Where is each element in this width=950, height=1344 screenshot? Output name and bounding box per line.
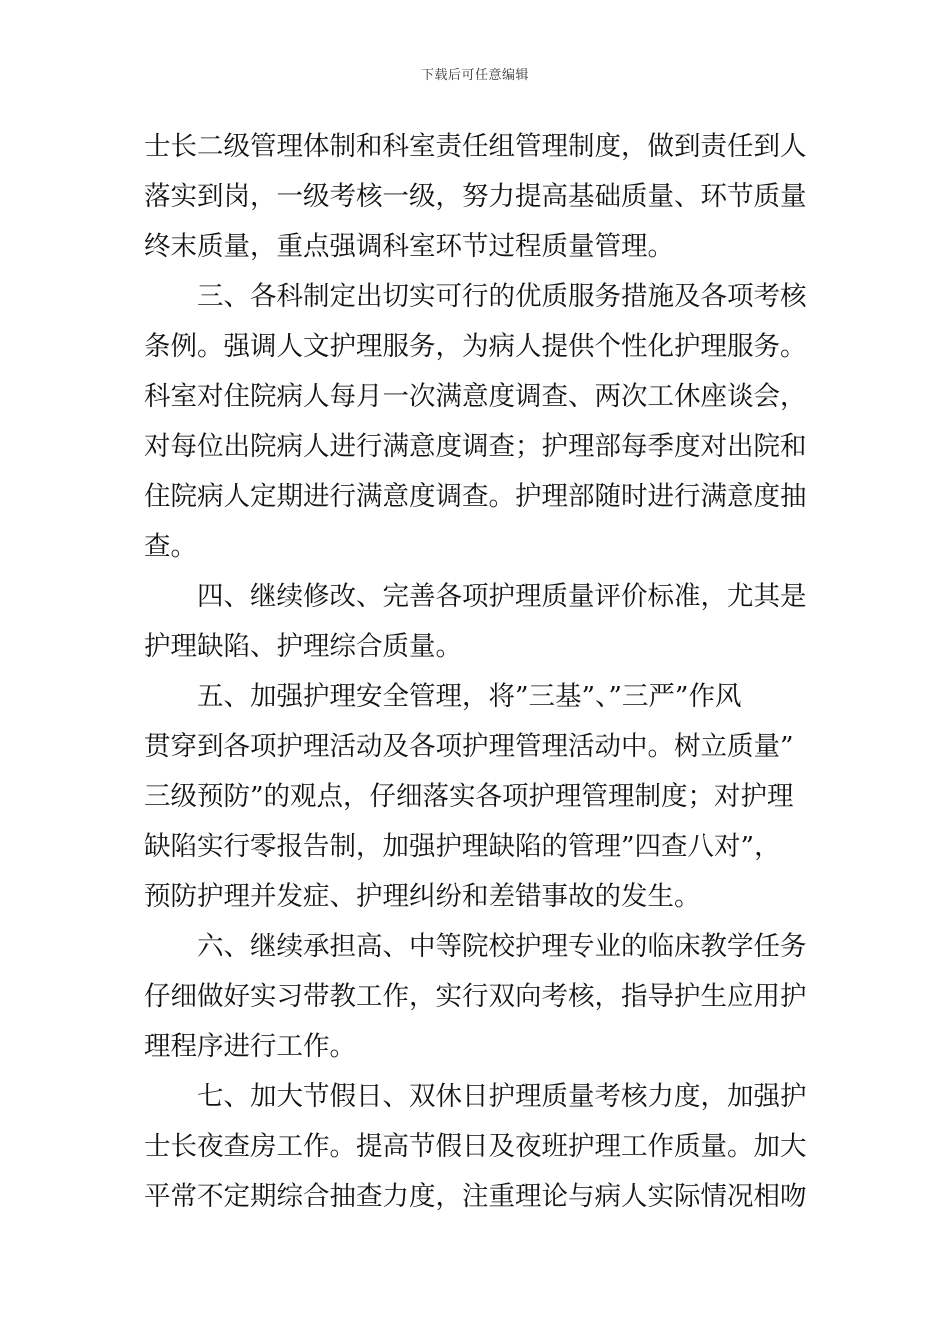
text-line: 预防护理并发症、护理纠纷和差错事故的发生。 — [144, 881, 701, 912]
text-line: 落实到岗，一级考核一级，努力提高基础质量、环节质量 — [144, 181, 807, 212]
text-line: 士长二级管理体制和科室责任组管理制度，做到责任到人 — [144, 131, 807, 162]
document-body — [144, 122, 808, 1222]
text-line: 科室对住院病人每月一次满意度调查、两次工休座谈会， — [144, 381, 807, 412]
text-line: 士长夜查房工作。提高节假日及夜班护理工作质量。加大 — [144, 1131, 807, 1162]
text-line: 住院病人定期进行满意度调查。护理部随时进行满意度抽 — [144, 481, 807, 512]
text-line: 六、继续承担高、中等院校护理专业的临床教学任务 — [197, 931, 807, 962]
text-line: 理程序进行工作。 — [144, 1031, 356, 1062]
page-header: 下载后可任意编辑 — [420, 68, 529, 83]
text-line: 缺陷实行零报告制，加强护理缺陷的管理”四查八对”， — [144, 831, 781, 862]
text-line: 四、继续修改、完善各项护理质量评价标准，尤其是 — [197, 581, 807, 612]
text-line: 查。 — [144, 531, 197, 562]
text-line: 条例。强调人文护理服务，为病人提供个性化护理服务。 — [144, 331, 807, 362]
text-line: 护理缺陷、护理综合质量。 — [144, 631, 462, 662]
text-line: 终末质量，重点强调科室环节过程质量管理。 — [144, 231, 674, 262]
text-line: 平常不定期综合抽查力度，注重理论与病人实际情况相吻 — [144, 1181, 807, 1212]
text-line: 三级预防”的观点，仔细落实各项护理管理制度；对护理 — [144, 781, 794, 812]
text-line: 仔细做好实习带教工作，实行双向考核，指导护生应用护 — [144, 981, 807, 1012]
text-line: 对每位出院病人进行满意度调查；护理部每季度对出院和 — [144, 431, 807, 462]
text-line: 贯穿到各项护理活动及各项护理管理活动中。树立质量” — [144, 731, 794, 762]
text-line: 七、加大节假日、双休日护理质量考核力度，加强护 — [197, 1081, 807, 1112]
text-line: 五、加强护理安全管理，将”三基”、”三严”作风 — [197, 681, 742, 712]
text-line: 三、各科制定出切实可行的优质服务措施及各项考核 — [197, 281, 807, 312]
